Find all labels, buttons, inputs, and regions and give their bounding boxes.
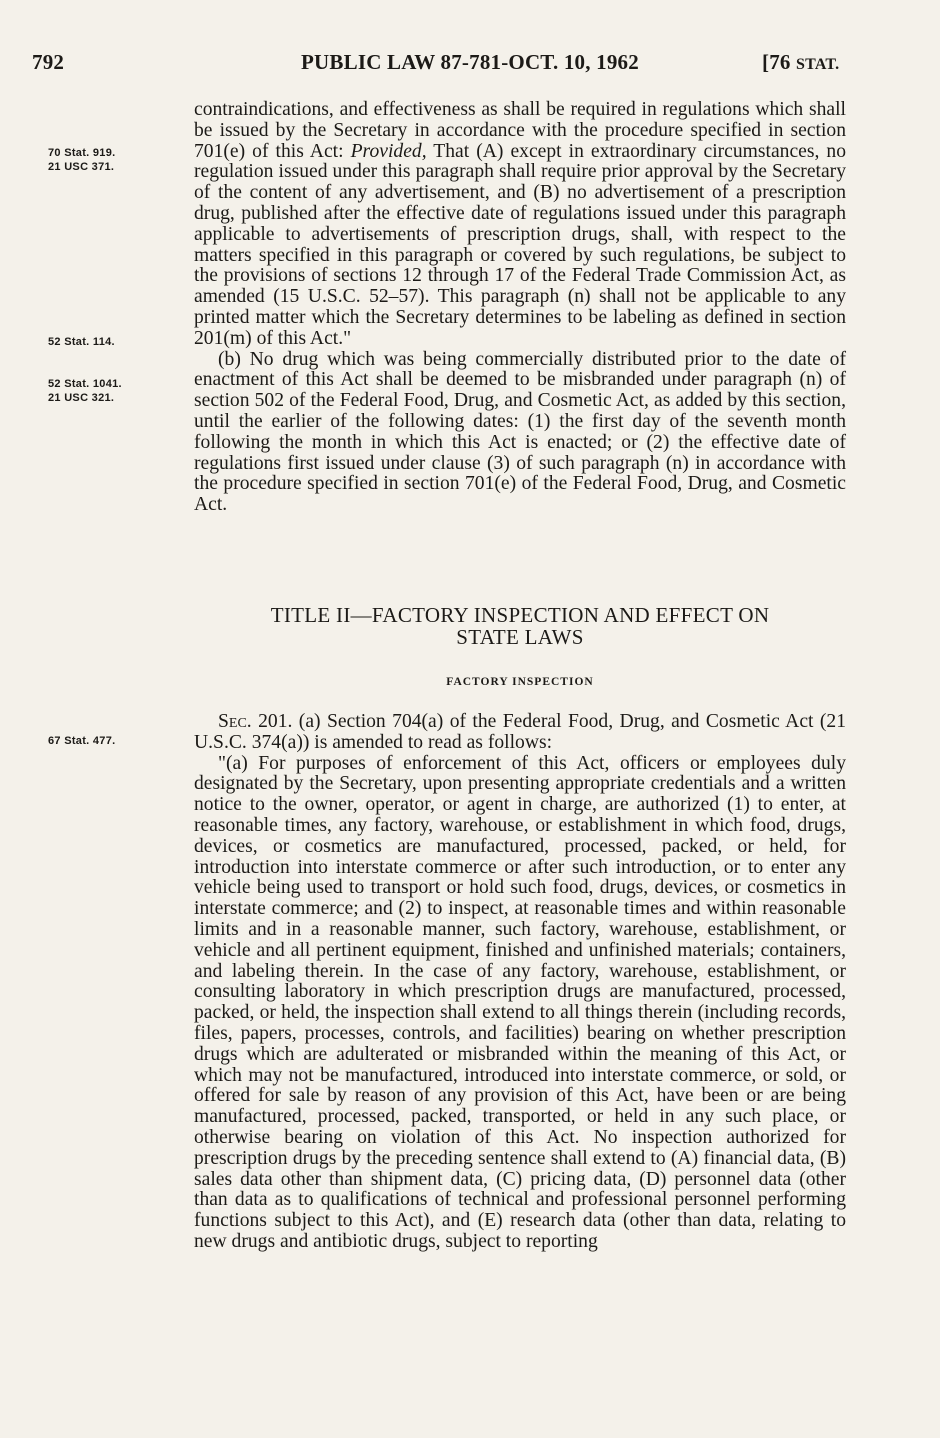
margin-note-21-usc-371: 21 USC 371. bbox=[48, 161, 115, 173]
section-704a-text: "(a) For purposes of enforcement of this Act, officers or employees duly designated by the Secretary, upon presenting appropriate credentials and a written notice to the owner, operator, or agent in charge, are authorized (1) to enter, at reasonable times, any factory, warehouse, or establishment in which food, drugs, devices, or cosmetics are manufactured, processed, packed, or held, for introduction into interstate commerce or after such introduction, or to enter any vehicle being used to transport or hold such food, drugs, devices, or cosmetics in interstate commerce; and (2) to inspect, at reasonable times and within reasonable limits and in a reasonable manner, such factory, warehouse, establishment, or vehicle and all pertinent equipment, finished and unfinished materials; containers, and labeling therein. In the case of any factory, warehouse, establishment, or consulting laboratory in which prescription drugs are manufactured, processed, packed, or held, the inspection shall extend to all things therein (including records, files, papers, processes, controls, and facilities) bearing on whether prescription drugs which are adulterated or misbranded within the meaning of this Act, or which may not be manufactured, introduced into interstate commerce, or sold, or offered for sale by reason of any provision of this Act, have been or are being manufactured, processed, packed, transported, or held in any such place, or otherwise bearing on violation of this Act. No inspection authorized for prescription drugs by the preceding sentence shall extend to (A) financial data, (B) sales data other than shipment data, (C) pricing data, (D) personnel data (other than data as to qualifications of technical and professional personnel performing functions subject to this Act), and (E) research data (other than data, relating to new drugs and antibiotic drugs, subject to reporting bbox=[194, 752, 846, 1252]
margin-note-67-stat-477: 67 Stat. 477. bbox=[48, 735, 116, 747]
body-block-1 bbox=[194, 100, 846, 516]
margin-note-70-stat-919: 70 Stat. 919. bbox=[48, 147, 116, 159]
title-line-1: TITLE II—FACTORY INSPECTION AND EFFECT ON bbox=[270, 603, 770, 627]
page-number: 792 bbox=[32, 50, 65, 74]
running-title: PUBLIC LAW 87-781-OCT. 10, 1962 bbox=[301, 50, 639, 74]
provided-italic: Provided, bbox=[350, 140, 427, 162]
paragraph-text: contraindications, and effectiveness as shall be required in regulations which shall be issued by the Secretary in accordance with the procedure specified in section 701(e) of this Act: bbox=[194, 99, 846, 162]
body-block-2 bbox=[194, 712, 846, 1253]
paragraph-n-continuation bbox=[194, 100, 846, 350]
paragraph-b: (b) No drug which was being commercially distributed prior to the date of enactment of this Act shall be deemed to be misbranded under paragraph (n) of section 502 of the Federal Food, Drug, and Cosmetic Act, as added by this section, until the earlier of the following dates: (1) the first day of the seventh month following the month in which this Act is enacted; or (2) the effective date of regulations first issued under clause (3) of such paragraph (n) in accordance with the procedure specified in section 701(e) of the Federal Food, Drug, and Cosmetic Act. bbox=[194, 348, 846, 516]
title-heading bbox=[160, 604, 880, 648]
statute-label: STAT. bbox=[796, 56, 840, 73]
margin-note-52-stat-114: 52 Stat. 114. bbox=[48, 336, 115, 348]
paragraph-text: That (A) except in extraordinary circumstances, no regulation issued under this paragraph shall require prior approval by the Secretary of the content of any advertisement, and (B) no advertisement of a prescription drug, published after the effective date of regulations issued under this paragraph applicable to advertisements of prescription drugs, shall, with respect to the matters specified in this paragraph or covered by such regulations, be subject to the provisions of sections 12 through 17 of the Federal Trade Commission Act, as amended (15 U.S.C. 52–57). This paragraph (n) shall not be applicable to any printed matter which the Secretary determines to be labeling as defined in section 201(m) of this Act." bbox=[194, 140, 847, 349]
margin-note-52-stat-1041: 52 Stat. 1041. bbox=[48, 378, 122, 390]
section-subheading: FACTORY INSPECTION bbox=[446, 676, 594, 688]
section-201-intro bbox=[194, 712, 846, 754]
title-line-2: STATE LAWS bbox=[456, 625, 584, 649]
statute-volume: [76 bbox=[762, 50, 797, 74]
sec-label: Sec. bbox=[218, 711, 252, 732]
paragraph-text: 201. (a) Section 704(a) of the Federal Food, Drug, and Cosmetic Act (21 U.S.C. 374(a)) is amended to read as follows: bbox=[194, 711, 846, 753]
margin-note-21-usc-321: 21 USC 321. bbox=[48, 392, 115, 404]
statute-reference bbox=[762, 50, 839, 75]
